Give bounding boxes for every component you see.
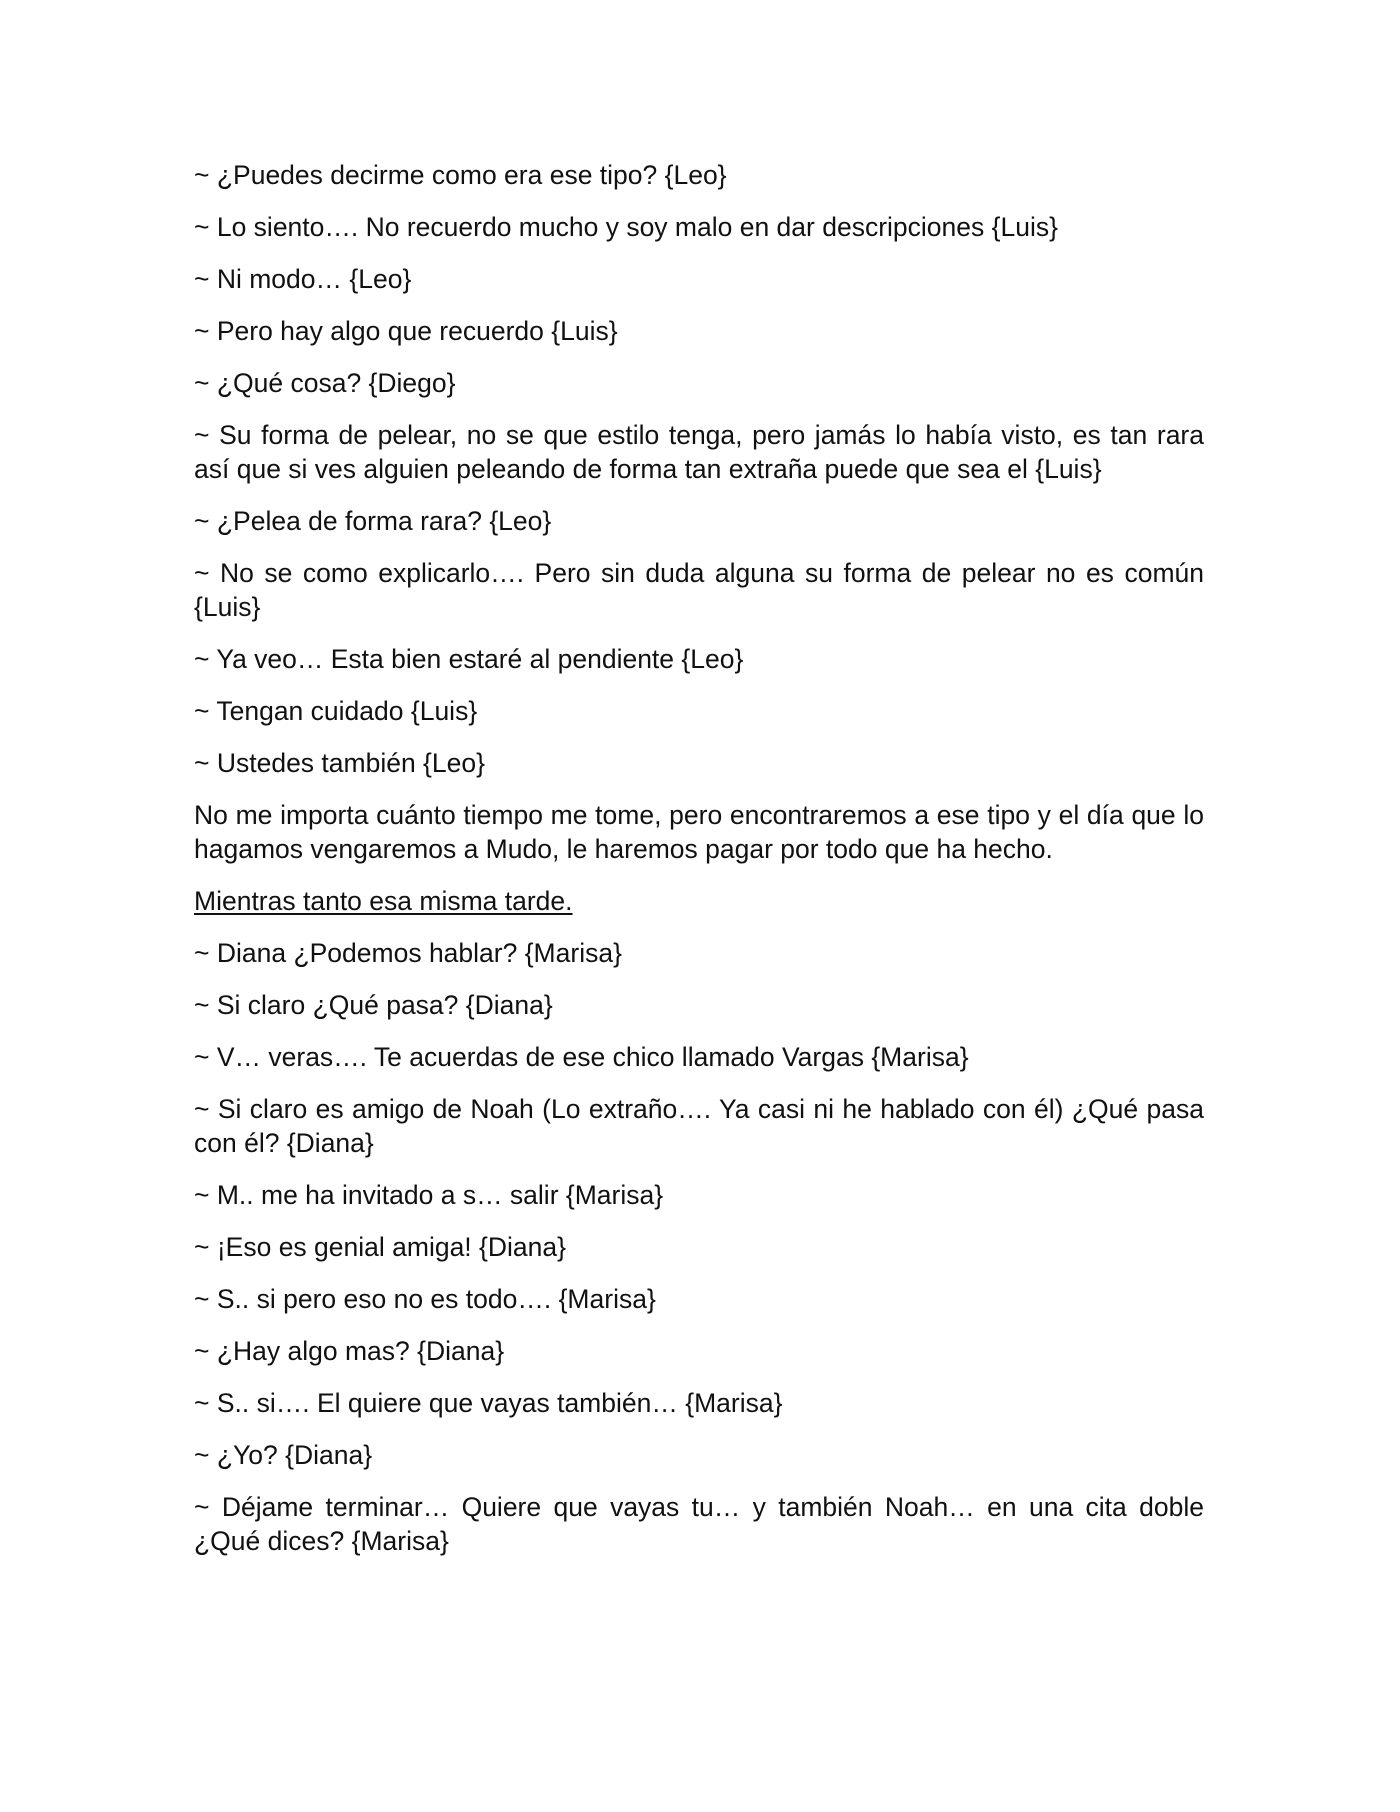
dialogue-line: ~ No se como explicarlo…. Pero sin duda alguna su forma de pelear no es común {Luis}: [194, 558, 1204, 622]
dialogue-line: ~ S.. si…. El quiere que vayas también… {Marisa}: [194, 1388, 783, 1418]
narration-paragraph: No me importa cuánto tiempo me tome, pero encontraremos a ese tipo y el día que lo hagamos vengaremos a Mudo, le haremos pagar por todo que ha hecho.: [194, 800, 1204, 864]
scene-heading: Mientras tanto esa misma tarde.: [194, 886, 573, 916]
dialogue-line: ~ ¿Pelea de forma rara? {Leo}: [194, 506, 552, 536]
dialogue-line: ~ Diana ¿Podemos hablar? {Marisa}: [194, 938, 622, 968]
dialogue-line: ~ ¿Qué cosa? {Diego}: [194, 368, 456, 398]
dialogue-line: ~ Ustedes también {Leo}: [194, 748, 485, 778]
dialogue-line: ~ ¿Yo? {Diana}: [194, 1440, 373, 1470]
dialogue-line: ~ Ya veo… Esta bien estaré al pendiente {Leo}: [194, 644, 744, 674]
dialogue-line: ~ Si claro ¿Qué pasa? {Diana}: [194, 990, 553, 1020]
dialogue-line: ~ ¿Puedes decirme como era ese tipo? {Leo}: [194, 160, 727, 190]
dialogue-line: ~ Lo siento…. No recuerdo mucho y soy malo en dar descripciones {Luis}: [194, 212, 1058, 242]
dialogue-line: ~ Pero hay algo que recuerdo {Luis}: [194, 316, 618, 346]
dialogue-line: ~ Tengan cuidado {Luis}: [194, 696, 478, 726]
dialogue-line: ~ ¡Eso es genial amiga! {Diana}: [194, 1232, 566, 1262]
dialogue-line: ~ Déjame terminar… Quiere que vayas tu… y también Noah… en una cita doble ¿Qué dices? {Marisa}: [194, 1492, 1204, 1556]
dialogue-line: ~ Si claro es amigo de Noah (Lo extraño…. Ya casi ni he hablado con él) ¿Qué pasa con él? {Diana}: [194, 1094, 1204, 1158]
dialogue-line: ~ S.. si pero eso no es todo…. {Marisa}: [194, 1284, 656, 1314]
dialogue-line: ~ V… veras…. Te acuerdas de ese chico llamado Vargas {Marisa}: [194, 1042, 969, 1072]
dialogue-line: ~ M.. me ha invitado a s… salir {Marisa}: [194, 1180, 664, 1210]
dialogue-line: ~ Ni modo… {Leo}: [194, 264, 412, 294]
document-body: [194, 158, 1204, 1576]
dialogue-line: ~ Su forma de pelear, no se que estilo tenga, pero jamás lo había visto, es tan rara así que si ves alguien peleando de forma tan extraña puede que sea el {Luis}: [194, 420, 1204, 484]
dialogue-line: ~ ¿Hay algo mas? {Diana}: [194, 1336, 505, 1366]
